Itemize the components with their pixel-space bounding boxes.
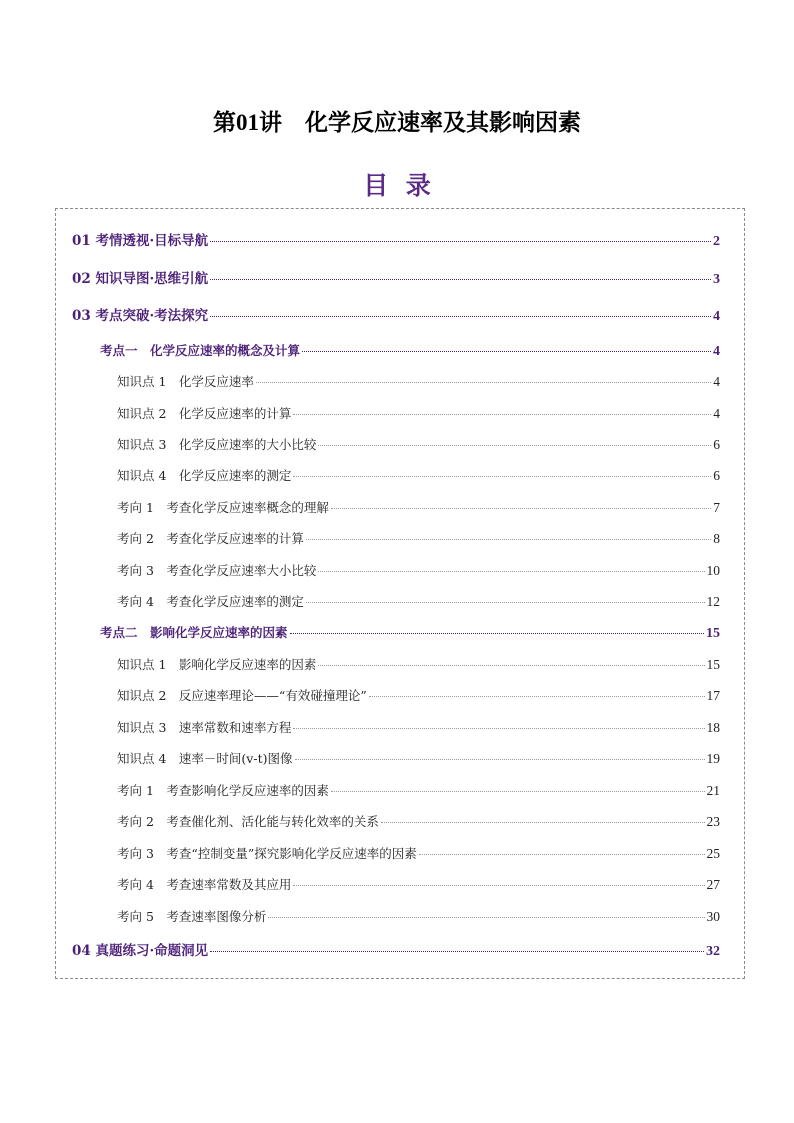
toc-entry-label: 知识点 3 化学反应速率的大小比较 xyxy=(117,437,317,452)
toc-leader xyxy=(381,821,705,823)
toc-leader xyxy=(369,695,705,697)
toc-leader xyxy=(295,758,705,760)
toc-entry-label: 考点一 化学反应速率的概念及计算 xyxy=(100,343,301,358)
toc-leader xyxy=(306,538,711,540)
toc-entry-label: 知识点 3 速率常数和速率方程 xyxy=(117,720,292,735)
toc-entry[interactable] xyxy=(117,875,720,895)
toc-entry-label: 04 真题练习·命题洞见 xyxy=(72,943,209,959)
toc-entry-page: 2 xyxy=(713,234,720,249)
toc-entry-label: 考向 5 考查速率图像分析 xyxy=(117,909,267,924)
toc-entry[interactable] xyxy=(117,686,720,706)
toc-heading: 目 录 xyxy=(363,171,431,200)
toc-entry-page: 19 xyxy=(706,751,720,766)
toc-leader xyxy=(419,853,705,855)
toc-leader xyxy=(306,601,705,603)
toc-entry[interactable] xyxy=(72,231,720,251)
toc-entry[interactable] xyxy=(117,749,720,769)
toc-leader xyxy=(331,507,711,509)
toc-entry-label: 考点二 影响化学反应速率的因素 xyxy=(100,625,288,640)
toc-entry[interactable] xyxy=(117,812,720,832)
toc-entry-page: 12 xyxy=(706,594,720,609)
toc-leader xyxy=(290,632,704,634)
toc-entry-page: 15 xyxy=(706,626,720,641)
toc-entry[interactable] xyxy=(72,269,720,289)
toc-entry-page: 8 xyxy=(713,531,720,546)
toc-leader xyxy=(318,570,704,572)
toc-leader xyxy=(293,727,704,729)
toc-entry-label: 01 考情透视·目标导航 xyxy=(72,233,209,249)
toc-entry-page: 4 xyxy=(713,406,720,421)
toc-leader xyxy=(293,475,711,477)
toc-entry[interactable] xyxy=(117,435,720,455)
toc-entry-label: 考向 1 考查化学反应速率概念的理解 xyxy=(117,500,329,515)
toc-entry-label: 考向 4 考查速率常数及其应用 xyxy=(117,877,292,892)
toc-entry[interactable] xyxy=(117,718,720,738)
toc-entry-page: 4 xyxy=(713,309,720,324)
toc-entry-page: 18 xyxy=(706,720,720,735)
toc-entry[interactable] xyxy=(100,623,720,643)
toc-entry[interactable] xyxy=(117,372,720,392)
toc-entry-page: 3 xyxy=(713,272,720,287)
toc-leader xyxy=(256,381,711,383)
toc-leader xyxy=(210,240,711,242)
toc-entry[interactable] xyxy=(117,655,720,675)
toc-entry-page: 4 xyxy=(713,344,720,359)
toc-entry-label: 考向 3 考查化学反应速率大小比较 xyxy=(117,563,317,578)
toc-entry-page: 23 xyxy=(706,814,720,829)
toc-entry-label: 考向 3 考查“控制变量”探究影响化学反应速率的因素 xyxy=(117,846,417,861)
toc-entry-label: 考向 1 考查影响化学反应速率的因素 xyxy=(117,783,329,798)
toc-entry-page: 4 xyxy=(713,374,720,389)
title-rest: 讲 化学反应速率及其影响因素 xyxy=(259,110,581,136)
toc-leader xyxy=(318,664,704,666)
toc-entry-page: 32 xyxy=(706,944,720,959)
toc-entry-page: 6 xyxy=(713,437,720,452)
toc-entry-page: 27 xyxy=(706,877,720,892)
toc-entry-label: 知识点 1 影响化学反应速率的因素 xyxy=(117,657,317,672)
toc-entry-label: 知识点 4 化学反应速率的测定 xyxy=(117,468,292,483)
toc-entry-page: 10 xyxy=(706,563,720,578)
document-title xyxy=(0,104,794,137)
toc-entry-label: 03 考点突破·考法探究 xyxy=(72,308,209,324)
toc-entry-label: 知识点 2 反应速率理论——“有效碰撞理论” xyxy=(117,688,367,703)
toc-leader xyxy=(210,950,704,952)
title-prefix: 第 xyxy=(213,110,236,136)
toc-leader xyxy=(293,884,704,886)
toc-entry-label: 考向 4 考查化学反应速率的测定 xyxy=(117,594,304,609)
toc-entry[interactable] xyxy=(72,941,720,961)
toc-entry-page: 6 xyxy=(713,468,720,483)
toc-entry[interactable] xyxy=(117,466,720,486)
toc-entry[interactable] xyxy=(117,498,720,518)
toc-entry-label: 知识点 4 速率－时间(v-t)图像 xyxy=(117,751,293,766)
toc-entry-page: 21 xyxy=(706,783,720,798)
toc-entry[interactable] xyxy=(72,306,720,326)
toc-entry[interactable] xyxy=(117,561,720,581)
toc-entry-page: 15 xyxy=(706,657,720,672)
toc-leader xyxy=(331,790,705,792)
toc-entry-page: 25 xyxy=(706,846,720,861)
toc-entry-page: 17 xyxy=(706,688,720,703)
toc-entry[interactable] xyxy=(117,781,720,801)
toc-entry[interactable] xyxy=(117,404,720,424)
toc-entry-label: 考向 2 考查催化剂、活化能与转化效率的关系 xyxy=(117,814,379,829)
toc-entry-page: 7 xyxy=(713,500,720,515)
toc-leader xyxy=(268,916,704,918)
toc-entry[interactable] xyxy=(117,592,720,612)
toc-leader xyxy=(293,413,711,415)
toc-entry[interactable] xyxy=(117,907,720,927)
toc-leader xyxy=(210,278,711,280)
toc-entry[interactable] xyxy=(117,844,720,864)
toc-leader xyxy=(302,350,711,352)
toc-entry-label: 知识点 1 化学反应速率 xyxy=(117,374,254,389)
toc-leader xyxy=(318,444,711,446)
toc-leader xyxy=(210,315,711,317)
title-number: 01 xyxy=(236,110,259,135)
toc-entry-label: 02 知识导图·思维引航 xyxy=(72,271,209,287)
toc-entry[interactable] xyxy=(117,529,720,549)
toc-entry-label: 考向 2 考查化学反应速率的计算 xyxy=(117,531,304,546)
toc-entry[interactable] xyxy=(100,341,720,361)
toc-entry-page: 30 xyxy=(706,909,720,924)
toc-entry-label: 知识点 2 化学反应速率的计算 xyxy=(117,406,292,421)
